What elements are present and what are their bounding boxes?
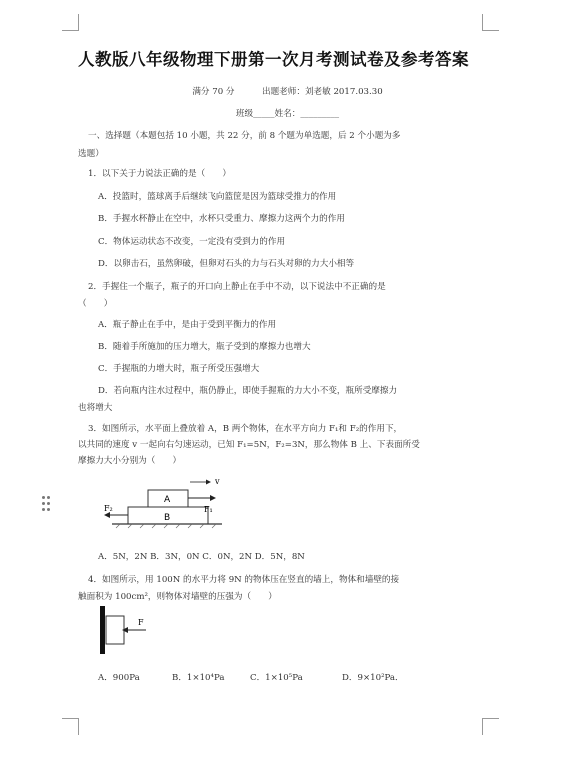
question-1-option-a: A．投篮时，篮球离手后继续飞向篮筐是因为篮球受推力的作用 — [98, 192, 337, 202]
pressed-block — [106, 616, 124, 644]
question-4-option-b: B．1×10⁴Pa — [172, 673, 225, 683]
question-3-options: A．5N，2N B．3N，0N C．0N，2N D．5N，8N — [98, 552, 305, 562]
question-2-option-d-cont: 也将增大 — [78, 403, 113, 413]
question-1-option-c: C．物体运动状态不改变，一定没有受到力的作用 — [98, 237, 286, 247]
force-f1-arrowhead — [210, 495, 216, 501]
question-2-option-d: D．若向瓶内注水过程中，瓶仍静止，即使手握瓶的力大小不变，瓶所受摩擦力 — [98, 386, 398, 396]
page-corner-mark — [62, 14, 79, 31]
wall-pressure-diagram — [98, 602, 168, 660]
question-2-option-b: B．随着手所施加的压力增大，瓶子受到的摩擦力也增大 — [98, 342, 311, 352]
exam-meta — [0, 85, 575, 97]
question-3-stem-l2: 以共同的速度 v 一起向右匀速运动，已知 F₁=5N，F₂=3N，那么物体 B 上、下表面所受 — [78, 440, 420, 450]
block-a-label: A — [164, 495, 171, 505]
class-name-line: 班级_____姓名：_________ — [235, 109, 340, 119]
velocity-arrowhead — [206, 480, 211, 485]
question-4-stem-cont: 触面积为 100cm²，则物体对墙壁的压强为（ ） — [78, 592, 277, 602]
question-1-option-d: D．以卵击石，虽然卵破，但卵对石头的力与石头对卵的力大小相等 — [98, 259, 355, 269]
wall — [100, 606, 105, 654]
question-2-option-c: C．手握瓶的力增大时，瓶子所受压强增大 — [98, 364, 260, 374]
force-f-arrowhead — [122, 627, 128, 633]
section-heading: 一、选择题（本题包括 10 小题，共 22 分，前 8 个题为单选题，后 2 个小题为多 — [88, 131, 401, 141]
exam-author: 出题老师：刘老敏 2017.03.30 — [261, 87, 383, 97]
question-1-stem: 1．以下关于力说法正确的是（ ） — [88, 169, 231, 179]
page-corner-mark — [482, 14, 499, 31]
question-3-stem-l3: 摩擦力大小分别为（ ） — [78, 456, 182, 466]
total-score: 满分 70 分 — [192, 87, 235, 97]
force-f2-label: F₂ — [104, 504, 113, 513]
document-title: 人教版八年级物理下册第一次月考测试卷及参考答案 — [78, 50, 469, 69]
question-3-stem: 3．如图所示，水平面上叠放着 A，B 两个物体，在水平方向力 F₁和 F₂的作用下， — [88, 424, 403, 434]
blocks-force-diagram — [98, 474, 238, 544]
question-4-option-d: D．9×10²Pa． — [342, 673, 404, 683]
force-f-label: F — [138, 618, 144, 627]
drag-handle-icon[interactable] — [42, 496, 50, 512]
question-4-stem: 4．如图所示，用 100N 的水平力将 9N 的物体压在竖直的墙上，物体和墙壁的接 — [88, 575, 400, 585]
question-4-option-c: C．1×10⁵Pa — [250, 673, 303, 683]
question-2-option-a: A．瓶子静止在手中，是由于受到平衡力的作用 — [98, 320, 277, 330]
question-2-stem-cont: （ ） — [78, 299, 113, 309]
page-corner-mark — [62, 718, 79, 735]
block-b-label: B — [164, 513, 171, 523]
question-4-option-a: A．900Pa — [98, 673, 140, 683]
page-corner-mark — [482, 718, 499, 735]
question-2-stem: 2．手握住一个瓶子，瓶子的开口向上静止在手中不动，以下说法中不正确的是 — [88, 282, 386, 292]
section-heading-cont: 选题） — [78, 149, 104, 159]
velocity-label: v — [215, 477, 220, 486]
question-1-option-b: B．手握水杯静止在空中，水杯只受重力、摩擦力这两个力的作用 — [98, 214, 345, 224]
force-f1-label: F₁ — [204, 505, 213, 514]
